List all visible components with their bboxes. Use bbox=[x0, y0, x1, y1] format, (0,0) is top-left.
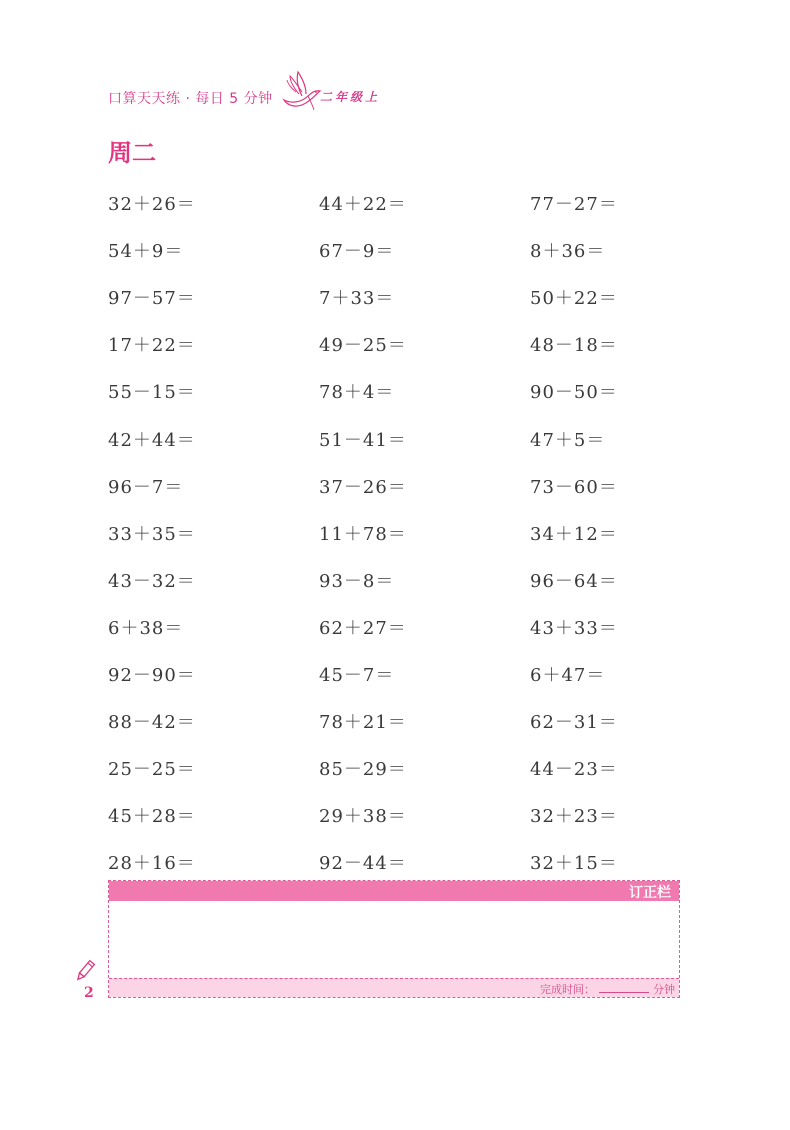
pencil-icon bbox=[72, 958, 98, 984]
time-blank[interactable] bbox=[599, 983, 649, 993]
math-problem: 8＋36＝ bbox=[530, 241, 606, 263]
book-title: 口算天天练 · 每日 5 分钟 bbox=[108, 91, 273, 107]
math-problem: 73－60＝ bbox=[530, 476, 618, 498]
math-problem: 54＋9＝ bbox=[108, 241, 184, 263]
math-problem: 62＋27＝ bbox=[319, 617, 407, 639]
math-problem: 78＋4＝ bbox=[319, 382, 395, 404]
math-problem: 42＋44＝ bbox=[108, 429, 196, 451]
dove-icon bbox=[278, 70, 322, 114]
math-problem: 55－15＝ bbox=[108, 382, 196, 404]
math-problem: 32＋23＝ bbox=[530, 806, 618, 828]
math-problem: 48－18＝ bbox=[530, 335, 618, 357]
math-problem: 45－7＝ bbox=[319, 665, 395, 686]
math-problem: 29＋38＝ bbox=[319, 806, 407, 828]
math-problem: 25－25＝ bbox=[108, 759, 196, 781]
math-problem: 37－26＝ bbox=[319, 476, 407, 498]
math-problem: 97－57＝ bbox=[108, 288, 196, 310]
completion-time-unit: 分钟 bbox=[653, 983, 675, 996]
math-problem: 50＋22＝ bbox=[530, 288, 618, 310]
math-problem: 7＋33＝ bbox=[319, 288, 395, 310]
completion-time bbox=[540, 981, 675, 997]
correction-label: 订正栏 bbox=[629, 885, 671, 901]
math-problem: 96－7＝ bbox=[108, 476, 184, 498]
math-problem: 32＋26＝ bbox=[108, 194, 196, 215]
math-problem: 90－50＝ bbox=[530, 382, 618, 404]
math-problem: 62－31＝ bbox=[530, 712, 618, 734]
math-problem: 92－90＝ bbox=[108, 665, 196, 686]
math-problem: 6＋38＝ bbox=[108, 617, 184, 639]
completion-time-label: 完成时间： bbox=[540, 983, 595, 996]
math-problem: 85－29＝ bbox=[319, 759, 407, 781]
grade-label: 二年级上 bbox=[320, 90, 381, 104]
math-problem: 28＋16＝ bbox=[108, 853, 196, 875]
math-problem: 49－25＝ bbox=[319, 335, 407, 357]
math-problem: 32＋15＝ bbox=[530, 853, 618, 875]
page-header bbox=[108, 70, 508, 114]
math-problem: 92－44＝ bbox=[319, 853, 407, 875]
page-number: 2 bbox=[84, 985, 94, 1001]
math-problem: 78＋21＝ bbox=[319, 712, 407, 734]
math-problem: 96－64＝ bbox=[530, 570, 618, 592]
math-problem: 77－27＝ bbox=[530, 194, 618, 215]
math-problem: 43－32＝ bbox=[108, 570, 196, 592]
math-problem: 88－42＝ bbox=[108, 712, 196, 734]
math-problem: 11＋78＝ bbox=[319, 523, 407, 545]
math-problem: 45＋28＝ bbox=[108, 806, 196, 828]
math-problem: 43＋33＝ bbox=[530, 617, 618, 639]
correction-box[interactable] bbox=[108, 880, 680, 998]
math-problem: 93－8＝ bbox=[319, 570, 395, 592]
math-problem: 44－23＝ bbox=[530, 759, 618, 781]
math-problem: 44＋22＝ bbox=[319, 194, 407, 215]
math-problem: 33＋35＝ bbox=[108, 523, 196, 545]
math-problem: 51－41＝ bbox=[319, 429, 407, 451]
day-title: 周二 bbox=[108, 139, 156, 167]
math-problem: 34＋12＝ bbox=[530, 523, 618, 545]
math-problem: 47＋5＝ bbox=[530, 429, 606, 451]
math-problem: 17＋22＝ bbox=[108, 335, 196, 357]
math-problem: 6＋47＝ bbox=[530, 665, 606, 686]
correction-header bbox=[109, 881, 679, 901]
math-problem: 67－9＝ bbox=[319, 241, 395, 263]
correction-footer bbox=[109, 978, 679, 997]
